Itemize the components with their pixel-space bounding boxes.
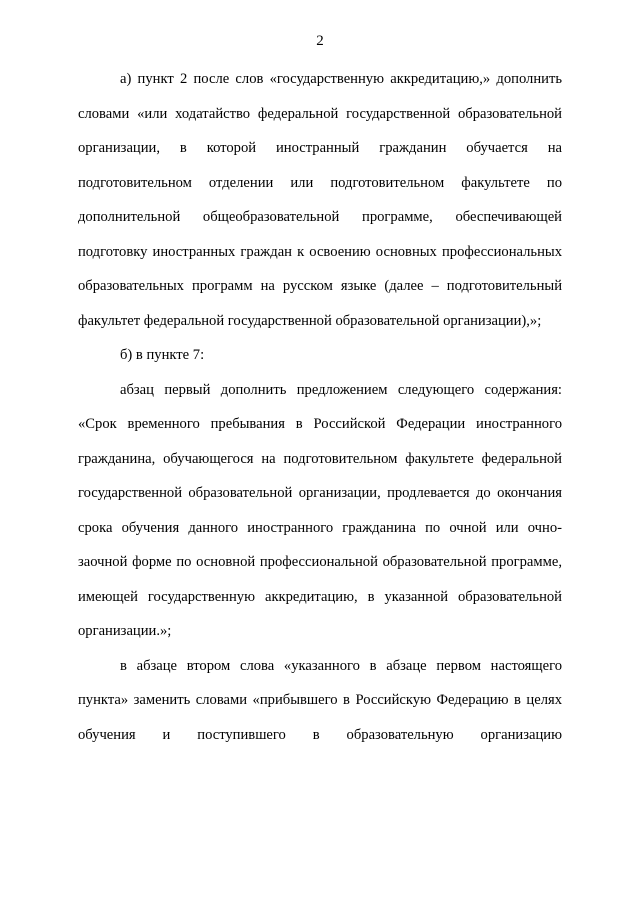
document-body (78, 62, 562, 752)
paragraph-abzac-pervyi: абзац первый дополнить предложением следующего содержания: «Срок временного пребывания в Российской Федерации иностранного гражданина, обучающегося на подготовительном факультете федеральной государственной образовательной организации, продлевается до окончания срока обучения данного иностранного гражданина по очной или очно-заочной форме по основной профессиональной образовательной программе, имеющей государственную аккредитацию, в указанной образовательной организации.»; (78, 381, 562, 639)
paragraph-abzac-vtoroi: в абзаце втором слова «указанного в абзаце первом настоящего пункта» заменить словами «прибывшего в Российскую Федерацию в целях обучения и поступившего в образовательную организацию (78, 657, 562, 743)
paragraph-b: б) в пункте 7: (120, 347, 205, 363)
paragraph-a: а) пункт 2 после слов «государственную аккредитацию,» дополнить словами «или ходатайство федеральной государственной образовательной организации, в которой иностранный гражданин обучается на подготовительном отделении или подготовительном факультете по дополнительной общеобразовательной программе, обеспечивающей подготовку иностранных граждан к освоению основных профессиональных образовательных программ на русском языке (далее – подготовительный факультет федеральной государственной образовательной организации),»; (78, 71, 562, 329)
page-number: 2 (316, 33, 324, 49)
